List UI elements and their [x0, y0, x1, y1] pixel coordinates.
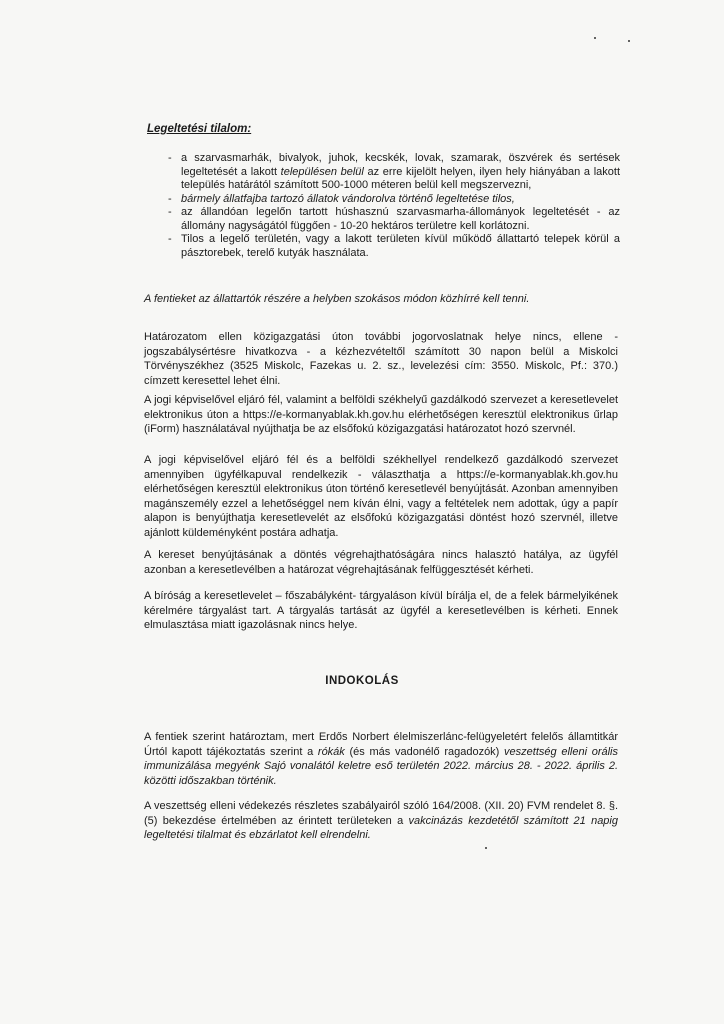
- electronic-filing-paragraph: A jogi képviselővel eljáró fél, valamint a belföldi székhelyű gazdálkodó szervezet a keresetlevelet elektronikus úton a https://e-kormanyablak.kh.gov.hu elérhetőségen keresztül elektronikus űrlap (iForm) használatával nyújthatja be az elsőfokú közigazgatási határozatot hozó szervnél.: [144, 394, 618, 435]
- scan-speck: [594, 37, 596, 39]
- suspension-paragraph: A kereset benyújtásának a döntés végrehajthatóságára nincs halasztó hatálya, az ügyfél azonban a keresetlevélben a határozat végrehajtásának felfüggesztését kérheti.: [144, 549, 618, 576]
- legal-remedy-paragraph: Határozatom ellen közigazgatási úton további jogorvoslatnak helye nincs, ellene - jogszabálysértésre hivatkozva - a kézhezvételtől számított 30 napon belül a Miskolci Törvényszékhez (3525 Miskolc, Fazekas u. 2. sz., levelezési cím: 3550. Miskolc, Pf.: 370.) címzett keresettel lehet élni.: [144, 331, 618, 387]
- ban-item: - bármely állatfajba tartozó állatok vándorolva történő legeltetése tilos,: [168, 192, 515, 205]
- section-title: INDOKOLÁS: [325, 675, 399, 687]
- regulation-paragraph: A veszettség elleni védekezés részletes szabályairól szóló 164/2008. (XII. 20) FVM rendelet 8. §. (5) bekezdése értelmében az érintett területeken a vakcinázás kezdetétől számított 21 napig legeltetési tilalmat és ebzárlatot kell elrendelni.: [144, 800, 618, 841]
- ban-item: - Tilos a legelő területén, vagy a lakott területen kívül működő állattartó telepek körül a pásztorebek, terelő kutyák használata.: [168, 233, 620, 259]
- ban-list: [140, 152, 620, 260]
- reasoning-paragraph: A fentiek szerint határoztam, mert Erdős Norbert élelmiszerlánc-felügyeletért felelős államtitkár Úrtól kapott tájékoztatás szerint a rókák (és más vadonélő ragadozók) veszettség elleni orális immunizálása megyénk Sajó vonalától keletre eső területén 2022. március 28. - 2022. április 2. közötti időszakban történik.: [144, 731, 618, 787]
- public-notice: A fentieket az állattartók részére a helyben szokásos módon közhírré kell tenni.: [144, 293, 530, 305]
- scan-speck: [485, 847, 487, 849]
- court-hearing-paragraph: A bíróság a keresetlevelet – főszabályként- tárgyaláson kívül bírálja el, de a felek bármelyikének kérelmére tárgyalást tart. A tárgyalás tartását az ügyfél a keresetlevélben is kérheti. Ennek elmulasztása miatt igazolásnak nincs helye.: [144, 590, 618, 631]
- ban-item: - a szarvasmarhák, bivalyok, juhok, kecskék, lovak, szamarak, öszvérek és sertések legeltetését a lakott településen belül az erre kijelölt helyen, ilyen hely hiányában a lakott település határától számított 500-1000 méteren belül kell megszervezni,: [168, 152, 620, 191]
- client-gate-paragraph: A jogi képviselővel eljáró fél és a belföldi székhellyel rendelkező gazdálkodó szervezet amennyiben ügyfélkapuval rendelkezik - választhatja a https://e-kormanyablak.kh.gov.hu elérhetőségen keresztül elektronikus úton történő keresetlevél benyújtását. Azonban amennyiben magánszemély ezzel a lehetőséggel nem kíván élni, vagy a feltételek nem adottak, úgy a papír alapon is benyújthatja keresetlevelét az elsőfokú közigazgatási döntést hozó szervnél, illetve ajánlott küldeményként postára adhatja.: [144, 454, 618, 539]
- ban-item: - az állandóan legelőn tartott húshasznú szarvasmarha-állományok legeltetését - az állomány nagyságától függően - 10-20 hektáros területre kell korlátozni.: [168, 206, 620, 232]
- ban-heading: Legeltetési tilalom:: [147, 123, 252, 135]
- scan-speck: [628, 40, 630, 42]
